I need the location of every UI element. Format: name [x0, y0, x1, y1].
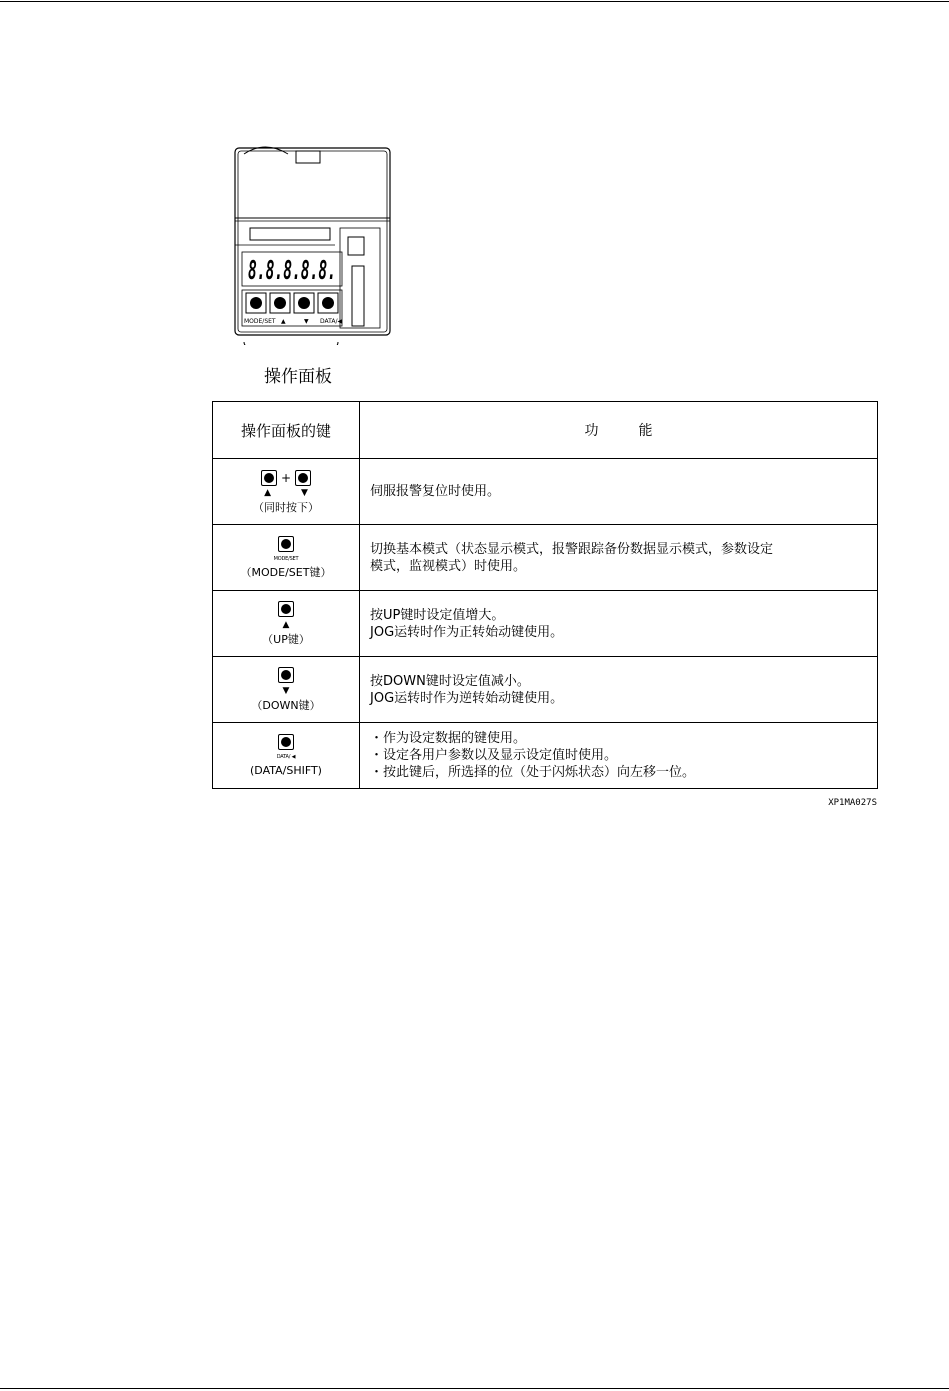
mode-set-button-icon [278, 536, 294, 552]
up-arrow-icon: ▲ [282, 619, 290, 630]
description-line: JOG运转时作为逆转始动键使用。 [370, 690, 564, 706]
down-arrow-icon: ▼ [301, 487, 308, 498]
header-function-b: 能 [638, 423, 653, 439]
function-description [360, 459, 878, 525]
page-top-rule [0, 1, 949, 2]
up-button-icon [278, 601, 294, 617]
table-row [213, 525, 878, 591]
description-line: 切换基本模式（状态显示模式，报警跟踪备份数据显示模式，参数设定 [370, 541, 774, 557]
down-button-icon [295, 470, 311, 486]
key-cell-mode-set [213, 525, 360, 591]
table-row [213, 723, 878, 789]
panel-label-up: ▲ [281, 318, 286, 325]
key-sub-label: MODE/SET [273, 555, 299, 562]
key-caption: (DATA/SHIFT) [250, 763, 322, 777]
panel-caption: 操作面板 [264, 367, 332, 387]
table-row [213, 591, 878, 657]
key-cell-data-shift [213, 723, 360, 789]
key-caption: （同时按下） [253, 500, 319, 514]
header-function-a: 功 [584, 423, 599, 439]
panel-button-mode-set [246, 293, 266, 313]
table-header-row [213, 402, 878, 459]
function-description [360, 657, 878, 723]
function-description [360, 723, 878, 789]
panel-button-data-shift [318, 293, 338, 313]
key-caption: （DOWN键） [251, 698, 321, 712]
key-function-table [212, 401, 878, 789]
description-line: 伺服报警复位时使用。 [370, 484, 501, 499]
header-function [360, 402, 878, 459]
key-cell-combo: + ▲ ▼ （同时按下） [213, 459, 360, 525]
key-cell-up [213, 591, 360, 657]
table-row [213, 459, 878, 525]
key-sub-label: DATA/ ◀ [276, 753, 296, 760]
description-line: ・作为设定数据的键使用。 [370, 731, 527, 746]
description-line: ・按此键后，所选择的位（处于闪烁状态）向左移一位。 [370, 765, 696, 780]
function-description [360, 591, 878, 657]
operation-panel-illustration [230, 140, 400, 345]
down-button-icon [278, 667, 294, 683]
panel-label-down: ▼ [304, 318, 309, 325]
page-bottom-rule [0, 1388, 949, 1389]
panel-label-mode-set: MODE/SET [244, 318, 276, 325]
key-cell-down [213, 657, 360, 723]
data-shift-button-icon [278, 734, 294, 750]
figure-code: XP1MA027S [828, 798, 877, 808]
key-caption: （MODE/SET键） [240, 565, 332, 579]
description-line: ・设定各用户参数以及显示设定值时使用。 [370, 748, 618, 763]
down-arrow-icon: ▼ [282, 685, 290, 696]
up-button-icon [261, 470, 277, 486]
description-line: 按UP键时设定值增大。 [370, 607, 505, 623]
description-line: 按DOWN键时设定值减小。 [370, 673, 530, 689]
description-line: JOG运转时作为正转始动键使用。 [370, 624, 564, 640]
up-arrow-icon: ▲ [264, 487, 271, 498]
table-row [213, 657, 878, 723]
key-caption: （UP键） [262, 632, 310, 646]
function-description [360, 525, 878, 591]
panel-button-down [294, 293, 314, 313]
header-key: 操作面板的键 [213, 402, 360, 459]
description-line: 模式，监视模式）时使用。 [370, 558, 527, 574]
panel-button-up [270, 293, 290, 313]
panel-label-data: DATA/◀ [320, 318, 343, 325]
led-display-digits: 8.8.8.8.8. [248, 256, 336, 286]
